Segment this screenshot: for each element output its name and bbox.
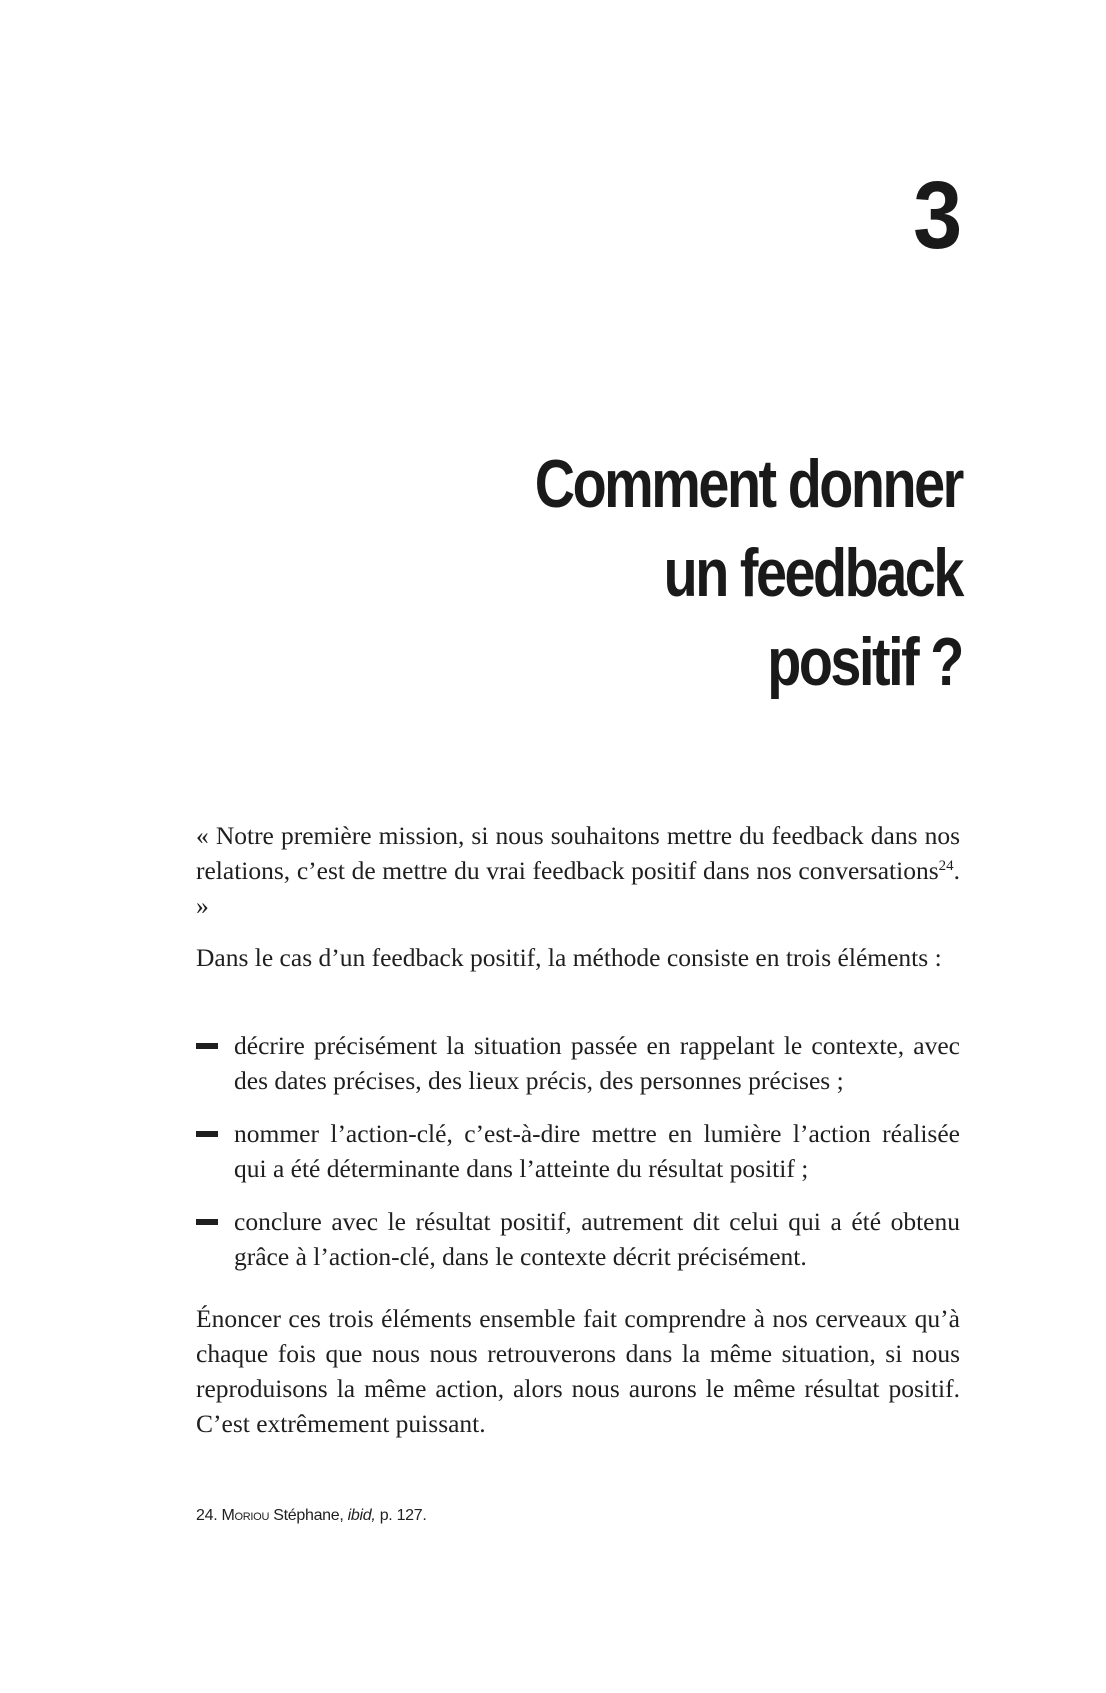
quote-text: « Notre première mission, si nous souhaitons mettre du feedback dans nos relations, c’est de mettre du vrai feedback positif dans nos conversations [196,821,960,885]
dash-bullet-icon [196,1043,218,1049]
list-item [196,1204,960,1274]
list-item-text: décrire précisément la situation passée en rappelant le contexte, avec des dates précises, des lieux précis, des personnes précises ; [234,1031,960,1095]
chapter-title-line: Comment donner [534,446,962,522]
chapter-title-line: un feedback [663,535,962,611]
chapter-title [535,440,962,707]
list-item-text: nommer l’action-clé, c’est-à-dire mettre en lumière l’action réalisée qui a été déterminante dans l’atteinte du résultat positif ; [234,1119,960,1183]
footnote-reference[interactable]: 24 [938,858,954,874]
list-item [196,1116,960,1186]
method-list [196,1028,960,1292]
quote-closing: . » [196,856,960,920]
footnote-ibid: ibid, [347,1507,376,1524]
footnote-number: 24. [196,1507,218,1524]
dash-bullet-icon [196,1131,218,1137]
quote-paragraph [196,818,960,923]
footnote-author-first: Stéphane, [273,1507,344,1524]
chapter-title-line: positif ? [767,624,962,700]
closing-paragraph: Énoncer ces trois éléments ensemble fait comprendre à nos cerveaux qu’à chaque fois que nous nous retrouverons dans la même situation, si nous reproduisons la même action, alors nous aurons le même résultat positif. C’est extrêmement puissant. [196,1304,960,1438]
chapter-number: 3 [912,162,960,269]
footnote-author-last: Moriou [221,1507,270,1524]
dash-bullet-icon [196,1219,218,1225]
list-item-text: conclure avec le résultat positif, autrement dit celui qui a été obtenu grâce à l’action-clé, dans le contexte décrit précisément. [234,1207,960,1271]
list-item [196,1028,960,1098]
intro-paragraph: Dans le cas d’un feedback positif, la méthode consiste en trois éléments : [196,943,942,972]
footnote-page: p. 127. [379,1507,427,1524]
footnote [196,1507,427,1525]
